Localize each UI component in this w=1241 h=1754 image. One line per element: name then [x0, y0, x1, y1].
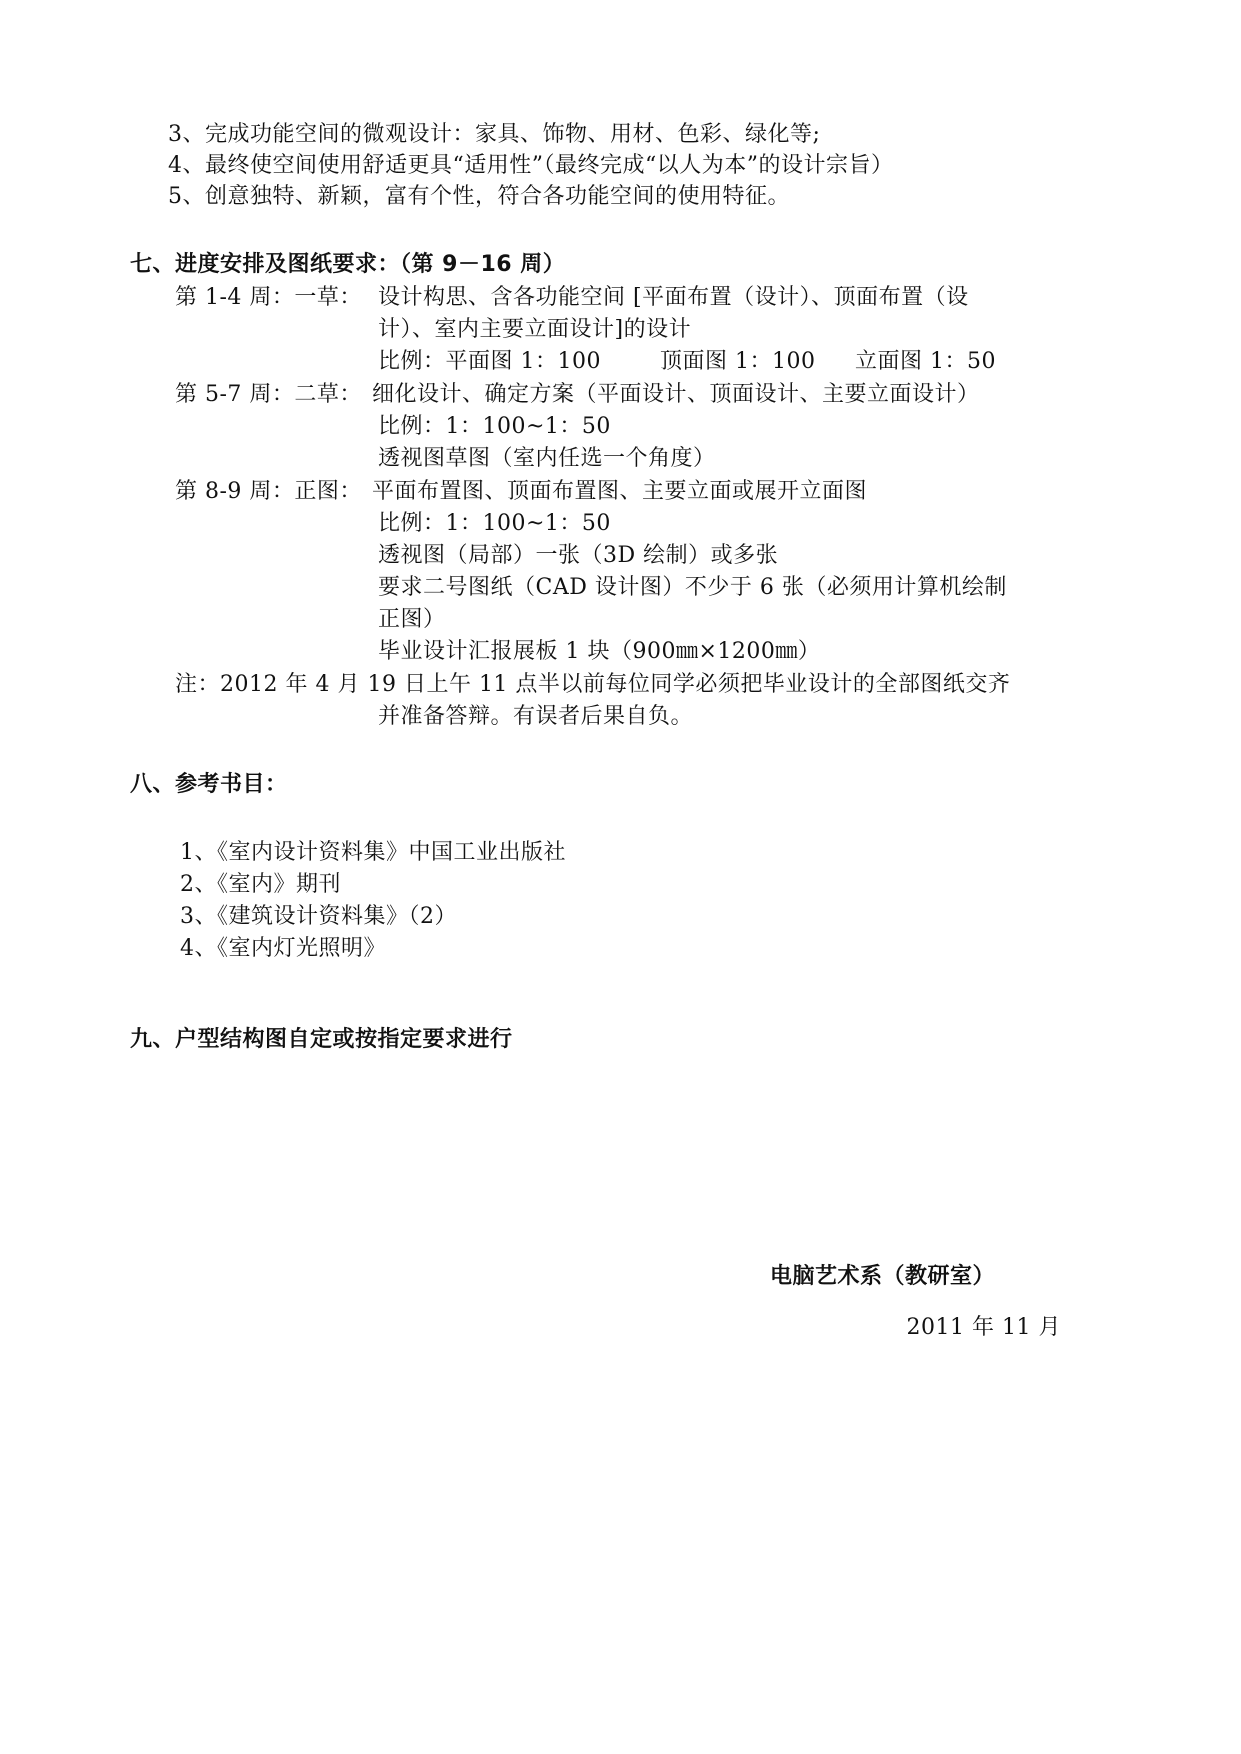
- week8-line4: 要求二号图纸（CAD 设计图）不少于 6 张（必须用计算机绘制: [378, 575, 1007, 600]
- week1-scale-plan: 比例：平面图 1：100: [378, 349, 601, 374]
- week8-line1: 平面布置图、顶面布置图、主要立面或展开立面图: [372, 479, 868, 504]
- week1-label: 第 1-4 周：一草：: [175, 285, 362, 310]
- signature-date: 2011 年 11 月: [906, 1315, 1061, 1340]
- section6-item-4: 4、最终使空间使用舒适更具“适用性”（最终完成“以人为本”的设计宗旨）: [168, 153, 894, 178]
- week5-line1: 细化设计、确定方案（平面设计、顶面设计、主要立面设计）: [372, 382, 980, 407]
- section6-item-5: 5、创意独特、新颖，富有个性，符合各功能空间的使用特征。: [168, 184, 790, 209]
- week8-line6: 毕业设计汇报展板 1 块（900㎜×1200㎜）: [378, 639, 821, 664]
- book-1: 1、《室内设计资料集》中国工业出版社: [180, 840, 566, 865]
- week8-label: 第 8-9 周：正图：: [175, 479, 362, 504]
- week8-line5: 正图）: [378, 607, 446, 632]
- book-3: 3、《建筑设计资料集》（2）: [180, 904, 457, 929]
- week8-line2: 比例：1：100~1：50: [378, 511, 611, 536]
- week5-label: 第 5-7 周：二草：: [175, 382, 362, 407]
- book-2: 2、《室内》期刊: [180, 872, 341, 897]
- section6-item-3: 3、完成功能空间的微观设计：家具、饰物、用材、色彩、绿化等;: [168, 122, 821, 147]
- section7-heading: 七、进度安排及图纸要求：（第 9－16 周）: [130, 252, 566, 277]
- week8-line3: 透视图（局部）一张（3D 绘制）或多张: [378, 543, 779, 568]
- week5-line2: 比例：1：100~1：50: [378, 414, 611, 439]
- week1-scale-ceiling: 顶面图 1：100: [660, 349, 816, 374]
- section8-heading: 八、参考书目：: [130, 772, 288, 797]
- book-4: 4、《室内灯光照明》: [180, 936, 386, 961]
- week5-line3: 透视图草图（室内任选一个角度）: [378, 446, 716, 471]
- signature-dept: 电脑艺术系（教研室）: [770, 1264, 996, 1289]
- week1-scale-elevation: 立面图 1：50: [855, 349, 996, 374]
- section9-heading: 九、户型结构图自定或按指定要求进行: [130, 1027, 513, 1052]
- week1-line2: 计）、室内主要立面设计]的设计: [378, 317, 692, 342]
- note-line2: 并准备答辩。有误者后果自负。: [378, 704, 694, 729]
- week1-line1: 设计构思、含各功能空间 [平面布置（设计）、顶面布置（设: [378, 285, 969, 310]
- note-line1: 注：2012 年 4 月 19 日上午 11 点半以前每位同学必须把毕业设计的全部图纸交齐: [175, 672, 1011, 697]
